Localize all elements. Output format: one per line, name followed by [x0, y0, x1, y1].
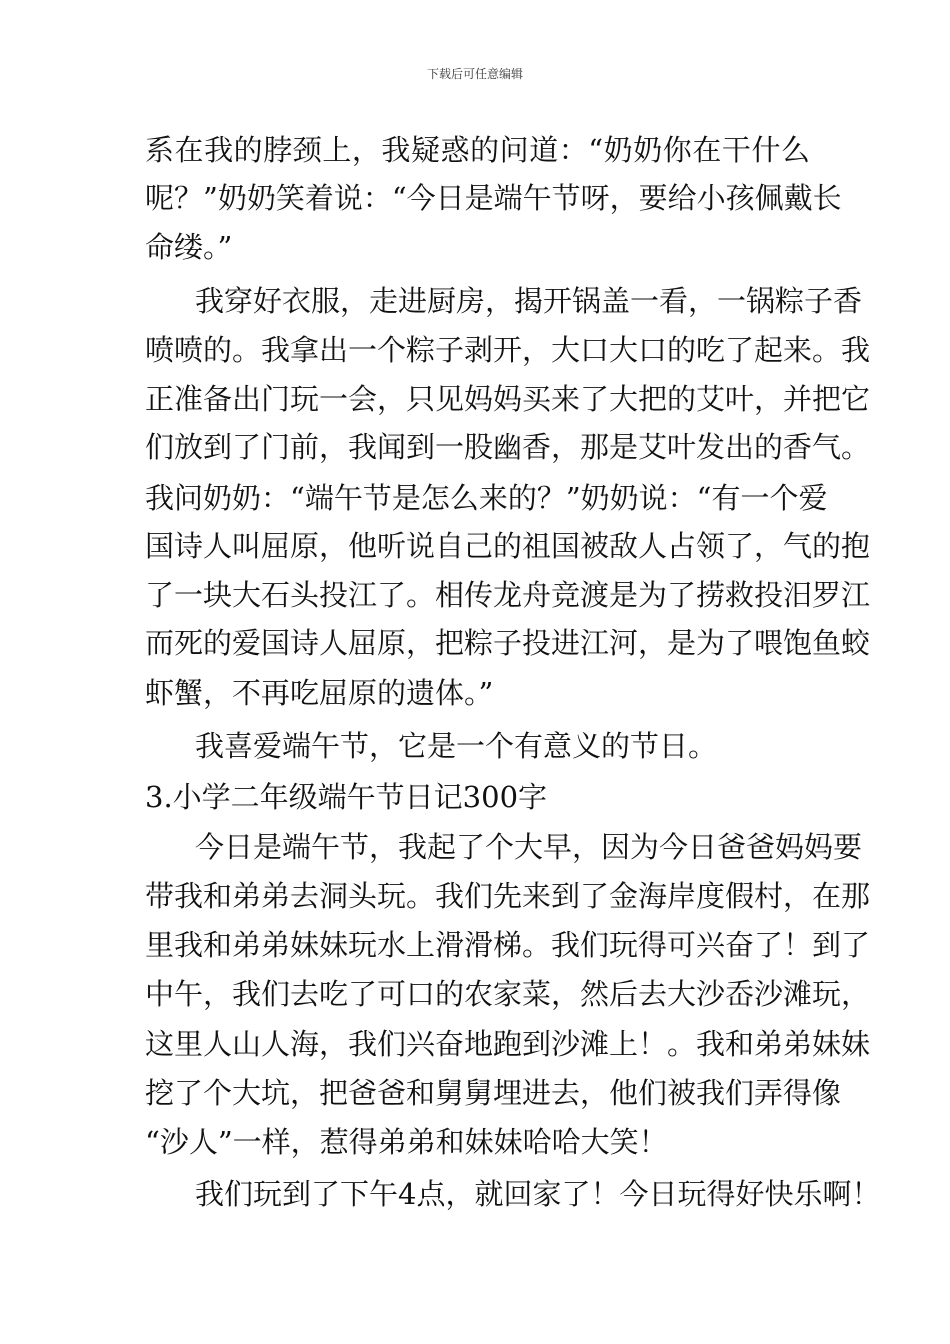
text-line: 系在我的脖颈上，我疑惑的问道：“奶奶你在干什么: [145, 133, 810, 167]
text-line: 里我和弟弟妹妹玩水上滑滑梯。我们玩得可兴奋了！到了: [145, 928, 871, 962]
page-header-note: 下载后可任意编辑: [426, 67, 523, 81]
text-line: 了一块大石头投江了。相传龙舟竞渡是为了捞救投汨罗江: [145, 578, 871, 612]
text-line: 这里人山人海，我们兴奋地跑到沙滩上！。我和弟弟妹妹: [145, 1027, 871, 1061]
text-line: 正准备出门玩一会，只见妈妈买来了大把的艾叶，并把它: [145, 382, 871, 416]
text-line: 命缕。”: [145, 230, 233, 264]
paragraph-first-line: 我穿好衣服，走进厨房，揭开锅盖一看，一锅粽子香: [195, 284, 863, 318]
text-line: 中午，我们去吃了可口的农家菜，然后去大沙岙沙滩玩，: [145, 977, 871, 1011]
text-line: 们放到了门前，我闻到一股幽香，那是艾叶发出的香气。: [145, 430, 871, 464]
text-line: 国诗人叫屈原，他听说自己的祖国被敌人占领了，气的抱: [145, 529, 871, 563]
text-line: 而死的爱国诗人屈原，把粽子投进江河，是为了喂饱鱼蛟: [145, 626, 871, 660]
paragraph-first-line: 我喜爱端午节，它是一个有意义的节日。: [195, 729, 718, 763]
text-line: 喷喷的。我拿出一个粽子剥开，大口大口的吃了起来。我: [145, 333, 871, 367]
paragraph-first-line: 今日是端午节，我起了个大早，因为今日爸爸妈妈要: [195, 830, 863, 864]
text-line: 呢？”奶奶笑着说：“今日是端午节呀，要给小孩佩戴长: [145, 181, 842, 215]
paragraph-first-line: 我们玩到了下午4点，就回家了！今日玩得好快乐啊！: [195, 1177, 881, 1211]
text-line: 挖了个大坑，把爸爸和舅舅埋进去，他们被我们弄得像: [145, 1076, 842, 1110]
text-line: “沙人”一样，惹得弟弟和妹妹哈哈大笑！: [145, 1125, 668, 1159]
text-line: 虾蟹，不再吃屈原的遗体。”: [145, 676, 494, 710]
section-heading: 3.小学二年级端午节日记300字: [145, 780, 548, 814]
text-line: 带我和弟弟去洞头玩。我们先来到了金海岸度假村，在那: [145, 879, 871, 913]
text-line: 我问奶奶：“端午节是怎么来的？”奶奶说：“有一个爱: [145, 481, 828, 515]
